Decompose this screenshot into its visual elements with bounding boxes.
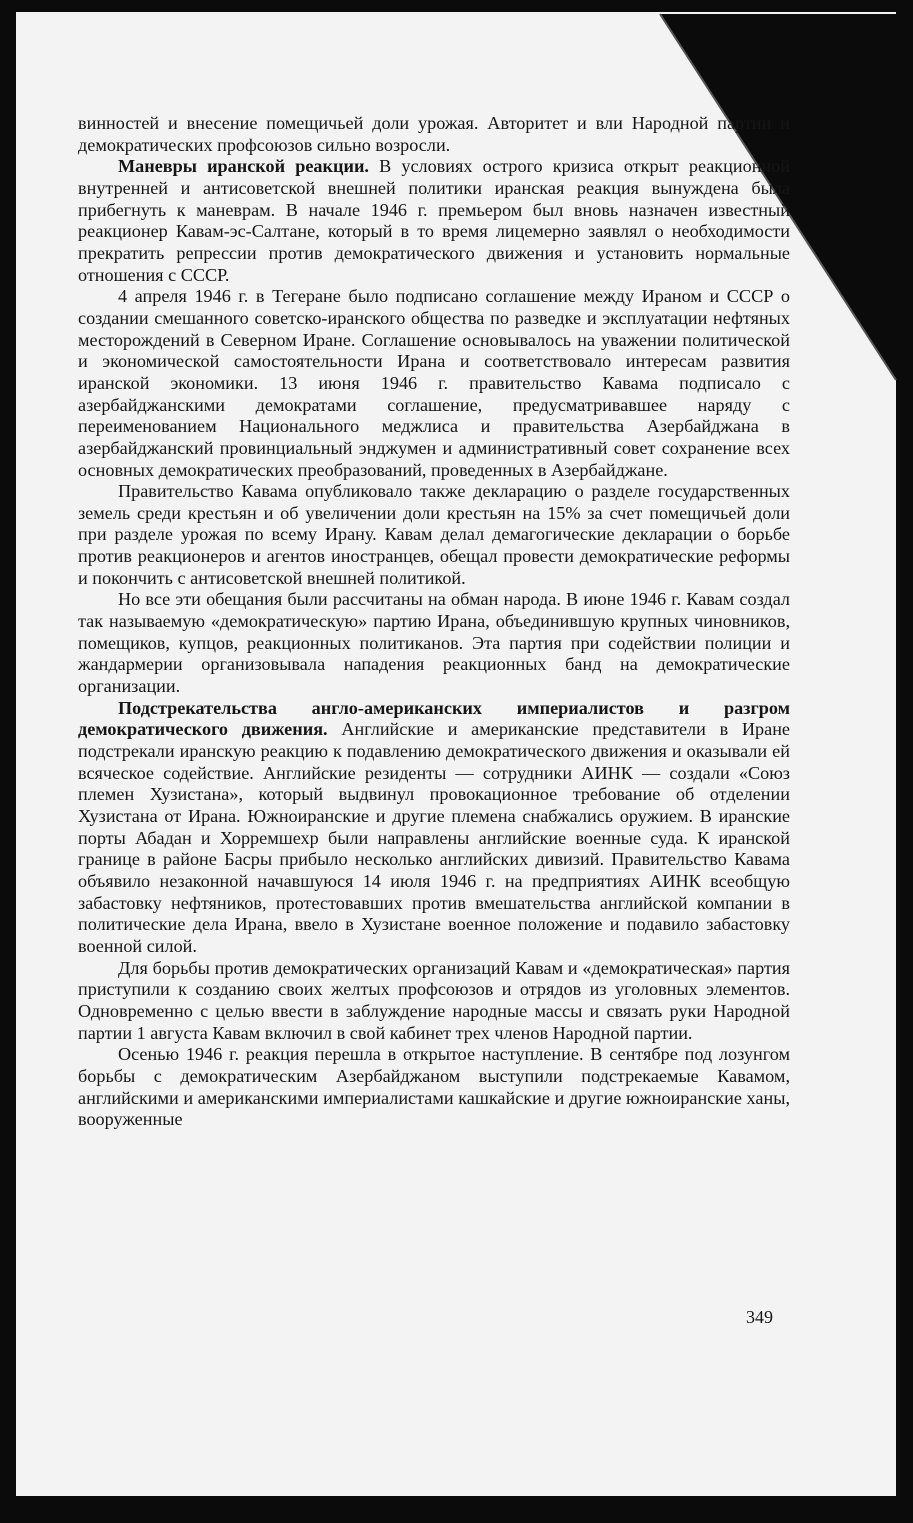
page-number: 349 [746, 1307, 773, 1327]
paragraph-text: 4 апреля 1946 г. в Тегеране было подписано соглашение между Ираном и СССР о создании смешанного советско-иранского общества по разведке и эксплуатации нефтяных месторождений в Северном Иране. Соглашение основывалось на уважении политической и экономической самостоятельности Ирана и соответствовало интересам развития иранской экономики. 13 июня 1946 г. правительство Кавама подписало с азербайджанскими демократами соглашение, предусматривавшее наряду с переименованием Национального меджлиса и правительства Азербайджана в азербайджанский провинциальный энджумен и административный совет сохранение всех основных демократических преобразований, проведенных в Азербайджане. [78, 286, 790, 480]
paragraph-text: Но все эти обещания были рассчитаны на обман народа. В июне 1946 г. Кавам создал так называемую «демократическую» партию Ирана, объединившую крупных чиновников, помещиков, купцов, реакционных политиканов. Эта партия при содействии полиции и жандармерии организовывала нападения реакционных банд на демократические организации. [78, 589, 790, 697]
paragraph [78, 589, 790, 697]
paragraph [78, 156, 790, 286]
paragraph-text: В условиях острого кризиса открыт реакционной внутренней и антисоветской внешней политики иранская реакция вынуждена была прибегнуть к маневрам. В начале 1946 г. премьером был вновь назначен известный реакционер Кавам-эс-Салтане, который в то время лицемерно заявлял о необходимости прекратить репрессии против демократического движения и установить нормальные отношения с СССР. [78, 156, 790, 285]
document-body [78, 113, 790, 1131]
paragraph-text: Английские и американские представители в Иране подстрекали иранскую реакцию к подавлению демократического движения и оказывали ей всяческое содействие. Английские резиденты — сотрудники АИНК — создали «Союз племен Хузистана», который выдвинул провокационное требование об отделении Хузистана от Ирана. Южноиранские и другие племена снабжались оружием. В иранские порты Абадан и Хорремшехр были направлены английские военные суда. К иранской границе в районе Басры прибыло несколько английских дивизий. Правительство Кавама объявило незаконной начавшуюся 14 июля 1946 г. на предприятиях АИНК всеобщую забастовку нефтяников, протестовавших против вмешательства английской компании в политические дела Ирана, ввело в Хузистане военное положение и подавило забастовку военной силой. [78, 719, 791, 956]
paragraph [78, 698, 790, 958]
section-heading: Подстрекательства англо-американских империалистов и разгром демократического движения. [78, 697, 790, 740]
paragraph [78, 1044, 790, 1131]
paragraph [78, 286, 790, 481]
paragraph [78, 113, 790, 156]
section-heading: Маневры иранской реакции. [118, 156, 369, 177]
paragraph [78, 958, 790, 1045]
paragraph [78, 481, 790, 589]
paragraph-text: Правительство Кавама опубликовало также декларацию о разделе государственных земель среди крестьян и об увеличении доли крестьян на 15% за счет помещичьей доли при разделе урожая по всему Ирану. Кавам делал демагогические декларации о борьбе против реакционеров и агентов иностранцев, обещал провести демократические реформы и покончить с антисоветской внешней политикой. [78, 481, 790, 588]
paragraph-text: Для борьбы против демократических организаций Кавам и «демократическая» партия приступили к созданию своих желтых профсоюзов и отрядов из уголовных элементов. Одновременно с целью ввести в заблуждение народные массы и связать руки Народной партии 1 августа Кавам включил в свой кабинет трех членов Народной партии. [78, 957, 790, 1043]
paragraph-text: винностей и внесение помещичьей доли урожая. Авторитет и вли Народной партии и демократических профсоюзов сильно возросли. [78, 113, 790, 155]
paragraph-text: Осенью 1946 г. реакция перешла в открытое наступление. В сентябре под лозунгом борьбы с демократическим Азербайджаном выступили подстрекаемые Кавамом, английскими и американскими империалистами кашкайские и другие южноиранские ханы, вооруженные [78, 1044, 790, 1130]
